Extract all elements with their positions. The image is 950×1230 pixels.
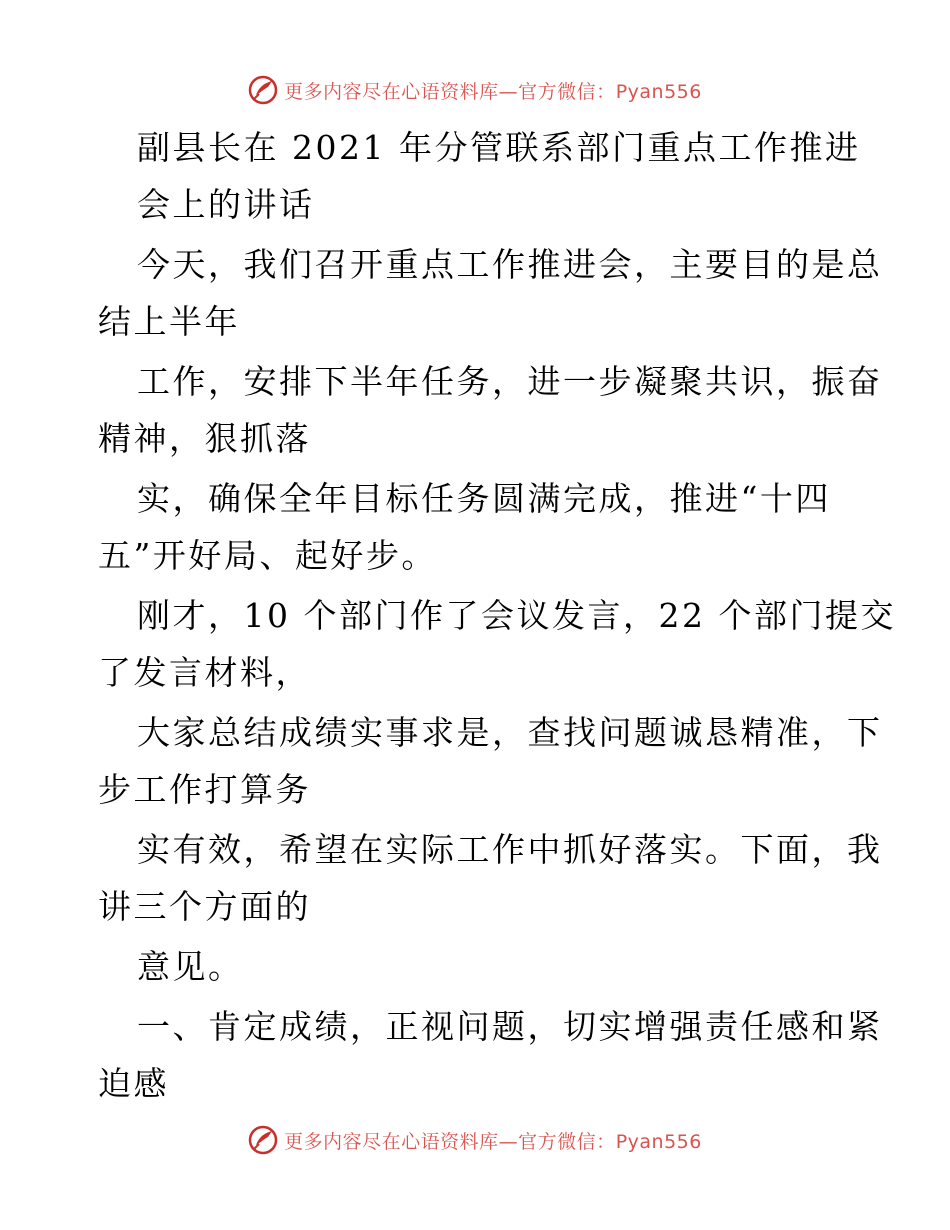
section-heading-line: 迫感 bbox=[98, 1064, 169, 1103]
header-watermark bbox=[0, 73, 950, 107]
paragraph-line: 结上半年 bbox=[98, 302, 240, 341]
watermark-text: 更多内容尽在心语资料库—官方微信：Pyan556 bbox=[284, 80, 702, 103]
paragraph-line: 意见。 bbox=[137, 947, 244, 986]
paragraph-line: 步工作打算务 bbox=[98, 770, 311, 809]
pen-logo-icon bbox=[248, 1125, 278, 1155]
paragraph-line: 讲三个方面的 bbox=[98, 887, 311, 926]
pen-logo-icon bbox=[248, 75, 278, 105]
paragraph-line: 实有效，希望在实际工作中抓好落实。下面，我 bbox=[137, 830, 883, 869]
watermark-text: 更多内容尽在心语资料库—官方微信：Pyan556 bbox=[284, 1130, 702, 1153]
paragraph-line: 实，确保全年目标任务圆满完成，推进“十四 bbox=[137, 479, 831, 518]
section-heading-line: 一、肯定成绩，正视问题，切实增强责任感和紧 bbox=[137, 1007, 883, 1046]
paragraph-line: 了发言材料， bbox=[98, 653, 311, 692]
paragraph-line: 刚才，10 个部门作了会议发言，22 个部门提交 bbox=[137, 596, 896, 635]
paragraph-line: 今天，我们召开重点工作推进会，主要目的是总 bbox=[137, 245, 883, 284]
footer-watermark bbox=[0, 1123, 950, 1157]
paragraph-line: 精神，狠抓落 bbox=[98, 419, 311, 458]
document-title-line-1: 副县长在 2021 年分管联系部门重点工作推进 bbox=[137, 128, 861, 167]
paragraph-line: 大家总结成绩实事求是，查找问题诚恳精准，下 bbox=[137, 713, 883, 752]
paragraph-line: 工作，安排下半年任务，进一步凝聚共识，振奋 bbox=[137, 362, 883, 401]
paragraph-line: 五”开好局、起好步。 bbox=[98, 536, 437, 575]
document-title-line-2: 会上的讲话 bbox=[137, 185, 315, 224]
